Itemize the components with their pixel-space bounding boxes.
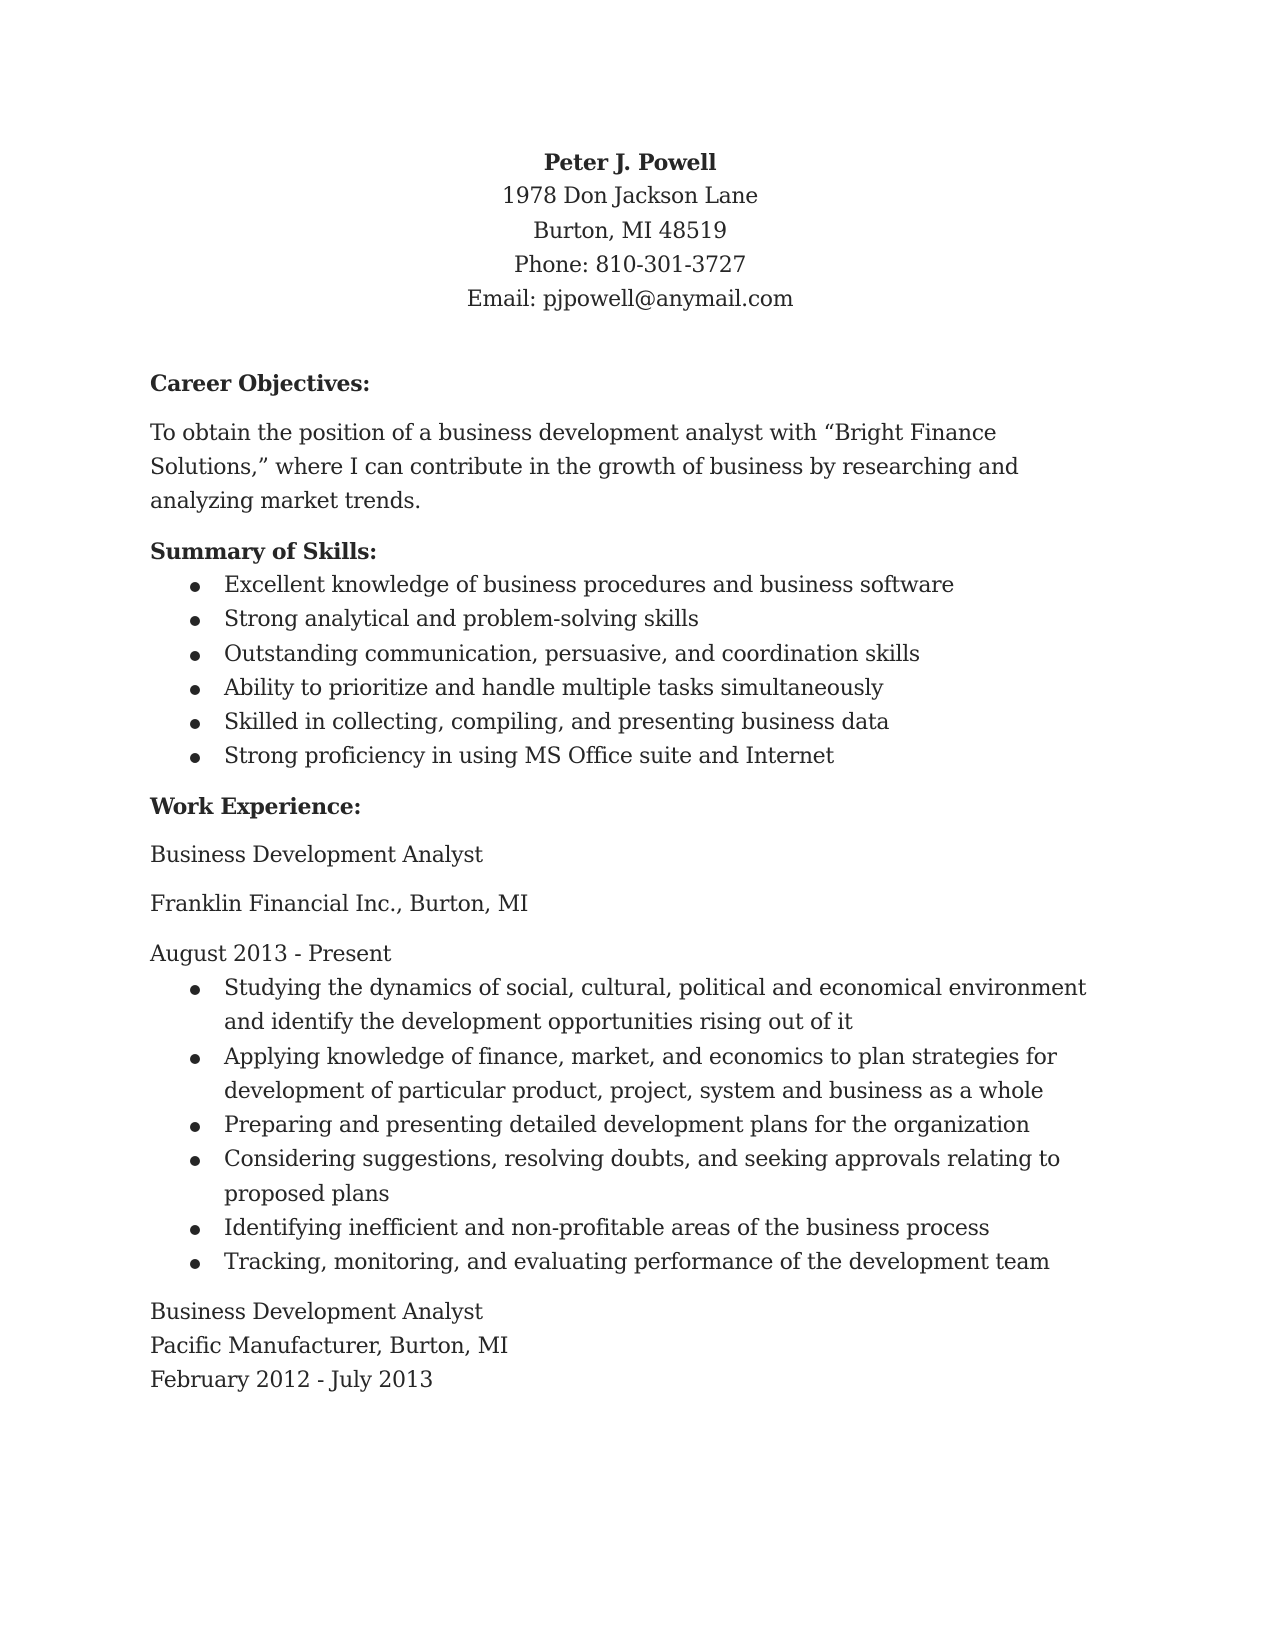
work-experience-heading: Work Experience: xyxy=(150,793,362,820)
skill-text: Strong analytical and problem-solving skills xyxy=(224,607,699,633)
duty-item xyxy=(150,1041,1110,1110)
job-dates: August 2013 - Present xyxy=(150,941,392,967)
duty-text: Tracking, monitoring, and evaluating performance of the development team xyxy=(224,1250,1050,1276)
address-line-2: Burton, MI 48519 xyxy=(533,218,727,244)
skill-item xyxy=(150,638,1110,672)
career-objectives-heading: Career Objectives: xyxy=(150,371,371,398)
phone: Phone: 810-301-3727 xyxy=(514,252,746,278)
duty-text: Preparing and presenting detailed development plans for the organization xyxy=(224,1113,1030,1139)
contact-header xyxy=(150,146,1110,317)
skills-list xyxy=(150,569,1110,775)
skill-item xyxy=(150,569,1110,603)
duty-item xyxy=(150,1109,1110,1143)
duty-item xyxy=(150,1212,1110,1246)
job-company: Pacific Manufacturer, Burton, MI xyxy=(150,1333,509,1359)
resume-document xyxy=(150,146,1110,1399)
duty-text: Studying the dynamics of social, cultural, political and economical environment and identify the development opportunities rising out of it xyxy=(224,975,1087,1036)
bullet-icon xyxy=(190,1259,200,1269)
bullet-icon xyxy=(190,985,200,995)
job-title: Business Development Analyst xyxy=(150,1299,483,1325)
bullet-icon xyxy=(190,685,200,695)
address-line-1: 1978 Don Jackson Lane xyxy=(502,184,758,210)
skill-item xyxy=(150,740,1110,774)
bullet-icon xyxy=(190,753,200,763)
skill-text: Outstanding communication, persuasive, and coordination skills xyxy=(224,641,920,667)
duty-text: Considering suggestions, resolving doubts, and seeking approvals relating to proposed plans xyxy=(224,1147,1060,1207)
duty-item xyxy=(150,1143,1110,1212)
bullet-icon xyxy=(190,582,200,592)
duty-text: Applying knowledge of finance, market, and economics to plan strategies for development of particular product, project, system and business as a whole xyxy=(224,1044,1057,1104)
skill-text: Strong proficiency in using MS Office suite and Internet xyxy=(224,744,834,770)
duty-text: Identifying inefficient and non-profitable areas of the business process xyxy=(224,1216,990,1242)
candidate-name: Peter J. Powell xyxy=(543,150,717,176)
bullet-icon xyxy=(190,651,200,661)
email: Email: pjpowell@anymail.com xyxy=(466,287,794,313)
duty-item xyxy=(150,1246,1110,1280)
career-objectives-text: To obtain the position of a business development analyst with “Bright Finance Solutions,” where I can contribute in the growth of business by researching and analyzing market trends. xyxy=(150,420,1019,515)
skill-text: Ability to prioritize and handle multiple tasks simultaneously xyxy=(224,675,884,701)
job-duties-list xyxy=(150,972,1110,1281)
skills-heading: Summary of Skills: xyxy=(150,538,377,565)
bullet-icon xyxy=(190,1054,200,1064)
skill-text: Skilled in collecting, compiling, and presenting business data xyxy=(224,710,890,736)
bullet-icon xyxy=(190,1156,200,1166)
skill-text: Excellent knowledge of business procedures and business software xyxy=(224,572,954,598)
bullet-icon xyxy=(190,1225,200,1235)
job-company: Franklin Financial Inc., Burton, MI xyxy=(150,892,529,918)
duty-item xyxy=(150,972,1110,1041)
bullet-icon xyxy=(190,1122,200,1132)
skill-item xyxy=(150,603,1110,637)
skill-item xyxy=(150,672,1110,706)
bullet-icon xyxy=(190,719,200,729)
bullet-icon xyxy=(190,616,200,626)
job-dates: February 2012 - July 2013 xyxy=(150,1368,433,1394)
skill-item xyxy=(150,706,1110,740)
job-title: Business Development Analyst xyxy=(150,843,483,869)
